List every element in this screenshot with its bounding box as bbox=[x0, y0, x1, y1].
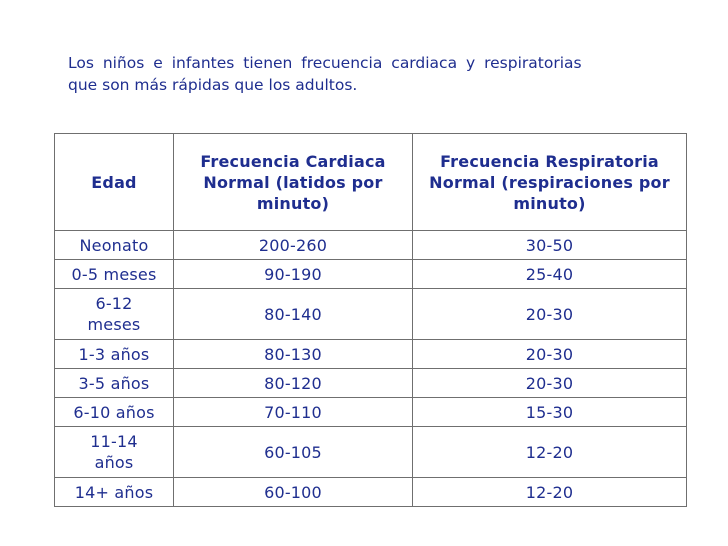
cell-age: 6-10 años bbox=[55, 398, 174, 427]
cell-respiratory-rate: 25-40 bbox=[413, 260, 687, 289]
cell-heart-rate: 60-105 bbox=[174, 427, 413, 478]
cell-respiratory-rate: 30-50 bbox=[413, 231, 687, 260]
table-row bbox=[55, 398, 687, 427]
cell-respiratory-rate: 15-30 bbox=[413, 398, 687, 427]
table-header-row bbox=[55, 134, 687, 231]
cell-heart-rate: 60-100 bbox=[174, 478, 413, 507]
header-heart-rate: Frecuencia Cardiaca Normal (latidos por minuto) bbox=[174, 134, 413, 231]
cell-respiratory-rate: 20-30 bbox=[413, 340, 687, 369]
table-row bbox=[55, 340, 687, 369]
cell-heart-rate: 80-130 bbox=[174, 340, 413, 369]
cell-heart-rate: 200-260 bbox=[174, 231, 413, 260]
cell-age: 0-5 meses bbox=[55, 260, 174, 289]
table-row bbox=[55, 260, 687, 289]
cell-age: 1-3 años bbox=[55, 340, 174, 369]
cell-respiratory-rate: 20-30 bbox=[413, 369, 687, 398]
vital-signs-table bbox=[54, 133, 687, 507]
table-row bbox=[55, 478, 687, 507]
cell-respiratory-rate: 12-20 bbox=[413, 427, 687, 478]
cell-respiratory-rate: 12-20 bbox=[413, 478, 687, 507]
cell-heart-rate: 80-140 bbox=[174, 289, 413, 340]
cell-age: Neonato bbox=[55, 231, 174, 260]
cell-heart-rate: 70-110 bbox=[174, 398, 413, 427]
intro-line-2: que son más rápidas que los adultos. bbox=[68, 76, 358, 94]
header-age: Edad bbox=[55, 134, 174, 231]
cell-heart-rate: 90-190 bbox=[174, 260, 413, 289]
intro-paragraph bbox=[68, 52, 674, 96]
table-row bbox=[55, 369, 687, 398]
intro-line-1-text: Los niños e infantes tienen frecuencia cardiaca y respiratorias bbox=[68, 54, 582, 72]
cell-heart-rate: 80-120 bbox=[174, 369, 413, 398]
cell-age: 3-5 años bbox=[55, 369, 174, 398]
cell-age: 14+ años bbox=[55, 478, 174, 507]
table-row bbox=[55, 289, 687, 340]
intro-line-1 bbox=[68, 52, 674, 74]
cell-age: 11-14 años bbox=[55, 427, 174, 478]
table-row bbox=[55, 231, 687, 260]
header-respiratory-rate: Frecuencia Respiratoria Normal (respiraciones por minuto) bbox=[413, 134, 687, 231]
cell-age: 6-12 meses bbox=[55, 289, 174, 340]
cell-respiratory-rate: 20-30 bbox=[413, 289, 687, 340]
table-row bbox=[55, 427, 687, 478]
